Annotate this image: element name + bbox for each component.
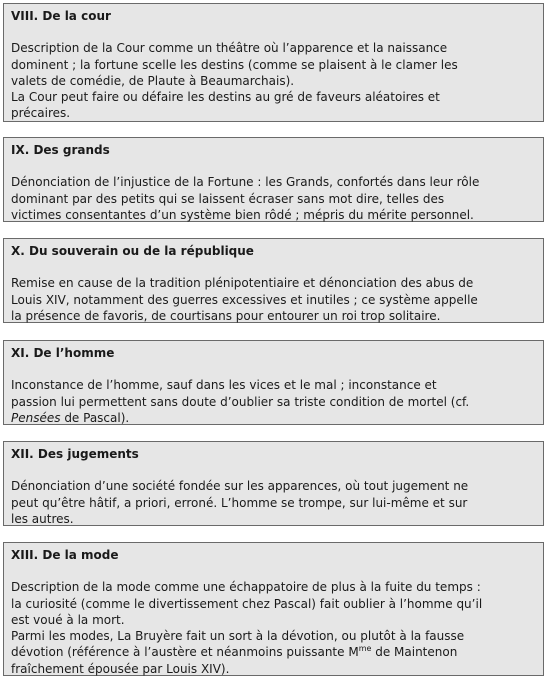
body-line: Louis XIV, notamment des guerres excessives et inutiles ; ce système appelle (11, 292, 478, 307)
body-text: de Pascal). (60, 410, 130, 425)
pensees-italic: Pensées (11, 410, 61, 425)
body-line: fraîchement épousée par Louis XIV). (11, 661, 230, 676)
section-body (11, 275, 536, 324)
body-line: Parmi les modes, La Bruyère fait un sort à la dévotion, ou plutôt à la fausse (11, 629, 465, 644)
section-title: IX. Des grands (11, 143, 110, 157)
body-line: la présence de favoris, de courtisans pour entourer un roi trop solitaire. (11, 308, 441, 323)
body-line: dominant par des petits qui se laissent écraser sans mot dire, telles des (11, 191, 445, 206)
section-xiii (3, 542, 544, 676)
body-line: est voué à la mort. (11, 612, 125, 627)
section-title: VIII. De la cour (11, 9, 111, 23)
body-line: passion lui permettent sans doute d’oublier sa triste condition de mortel (cf. (11, 394, 470, 409)
section-ix (3, 137, 544, 222)
section-title: XIII. De la mode (11, 548, 119, 562)
body-line (11, 410, 536, 426)
body-line: dominent ; la fortune scelle les destins (comme se plaisent à le clamer les (11, 57, 458, 72)
body-line: Inconstance de l’homme, sauf dans les vices et le mal ; inconstance et (11, 378, 437, 393)
section-xii (3, 441, 544, 526)
section-title: XI. De l’homme (11, 346, 115, 360)
body-line: Dénonciation de l’injustice de la Fortune : les Grands, confortés dans leur rôle (11, 175, 480, 190)
section-body (11, 579, 536, 677)
body-line: la curiosité (comme le divertissement chez Pascal) fait oublier à l’homme qu’il (11, 596, 483, 611)
body-line: précaires. (11, 106, 71, 121)
section-title: XII. Des jugements (11, 447, 139, 461)
section-xi (3, 340, 544, 425)
body-text: dévotion (référence à l’austère et néanmoins puissante M (11, 645, 359, 660)
section-body (11, 174, 536, 223)
body-line: les autres. (11, 511, 74, 526)
section-viii (3, 3, 544, 122)
section-body (11, 40, 536, 121)
body-text: de Maintenon (371, 645, 458, 660)
body-line (11, 644, 536, 660)
body-line: valets de comédie, de Plaute à Beaumarchais). (11, 73, 295, 88)
body-line: Dénonciation d’une société fondée sur les apparences, où tout jugement ne (11, 479, 469, 494)
body-line: peut qu’être hâtif, a priori, erroné. L’homme se trompe, sur lui-même et sur (11, 495, 468, 510)
body-line: Description de la mode comme une échappatoire de plus à la fuite du temps : (11, 580, 481, 595)
body-line: Remise en cause de la tradition plénipotentiaire et dénonciation des abus de (11, 276, 474, 291)
section-body (11, 478, 536, 527)
section-x (3, 238, 544, 323)
body-line: victimes consentantes d’un système bien rôdé ; mépris du mérite personnel. (11, 207, 474, 222)
body-line: Description de la Cour comme un théâtre où l’apparence et la naissance (11, 41, 448, 56)
section-body (11, 377, 536, 426)
section-title: X. Du souverain ou de la république (11, 244, 254, 258)
mme-superscript: me (358, 644, 372, 654)
body-line: La Cour peut faire ou défaire les destins au gré de faveurs aléatoires et (11, 90, 440, 105)
